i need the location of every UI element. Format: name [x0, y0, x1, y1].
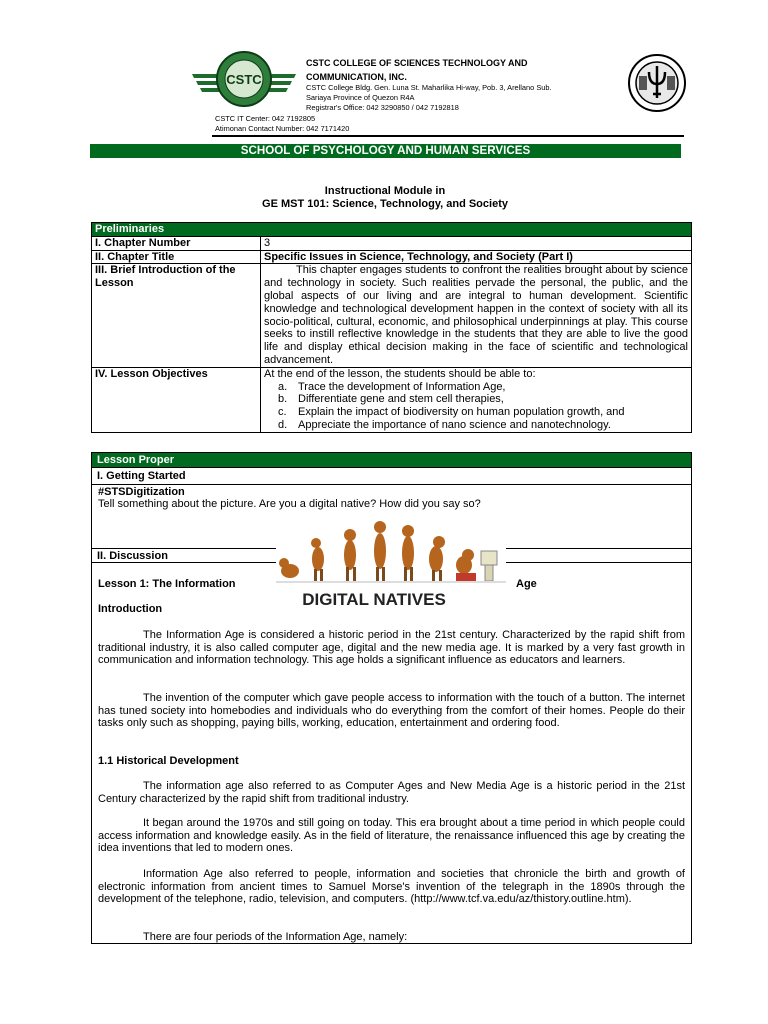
paragraph-5: Information Age also referred to people, information and societies that chronicle the birth and growth of electronic information from ancient times to Samuel Morse's invention of the telegraph in the 1890s through the development of the telephone, radio, television, and computers. (http://www.tcf.va.edu/az/thistory.outline.htm).: [98, 868, 685, 906]
college-name: CSTC COLLEGE OF SCIENCES TECHNOLOGY AND COMMUNICATION, INC.: [306, 58, 528, 82]
objectives-intro: At the end of the lesson, the students should be able to:: [264, 367, 536, 380]
paragraph-6: There are four periods of the Information Age, namely:: [143, 931, 408, 943]
preliminaries-heading: Preliminaries: [92, 223, 692, 237]
paragraph-1: The Information Age is considered a historic period in the 21st century. Characterized by the rapid shift from traditional industry, it is also called computer age, digital and the new media age. It is marked by a very fast growth in communication and information technology. This age holds a significant influence as educators and learners.: [98, 629, 685, 667]
digital-natives-image: [276, 515, 506, 611]
objective-marker: c.: [278, 406, 287, 419]
school-banner: SCHOOL OF PSYCHOLOGY AND HUMAN SERVICES: [90, 144, 681, 158]
objective-text: Trace the development of Information Age,: [298, 380, 506, 393]
paragraph-2: The invention of the computer which gave people access to information with the touch of a button. The internet has tuned society into homebodies and individuals who do everything from the comfort of their homes. People do their tasks only such as shopping, paying bills, working, education, entertainment and ordering food.: [98, 692, 685, 730]
chapter-title-label: II. Chapter Title: [92, 250, 261, 264]
module-title-line1: Instructional Module in: [324, 185, 446, 197]
historical-development-heading: 1.1 Historical Development: [98, 755, 239, 767]
header-divider: [212, 135, 684, 137]
cstc-logo: [190, 50, 298, 108]
hashtag: #STSDigitization: [98, 486, 185, 498]
preliminaries-table: [91, 222, 692, 433]
paragraph-3: The information age also referred to as Computer Ages and New Media Age is a historic period in the 21st Century characterized by the rapid shift from traditional industry.: [98, 780, 685, 805]
objective-item: [278, 380, 688, 394]
college-address: CSTC College Bldg. Gen. Luna St. Maharlika Hi-way, Pob. 3, Arellano Sub.: [306, 83, 552, 92]
objective-text: Differentiate gene and stem cell therapies,: [298, 393, 504, 406]
objectives-label: IV. Lesson Objectives: [92, 367, 261, 432]
chapter-number: 3: [261, 236, 692, 250]
objective-text: Explain the impact of biodiversity on human population growth, and: [298, 406, 625, 419]
objective-marker: d.: [278, 418, 288, 431]
objective-item: [278, 418, 688, 432]
discussion-heading: II. Discussion: [92, 548, 691, 563]
chapter-title: Specific Issues in Science, Technology, and Society (Part I): [261, 250, 692, 264]
introduction-label: III. Brief Introduction of the Lesson: [92, 264, 261, 367]
chapter-number-label: I. Chapter Number: [92, 236, 261, 250]
introduction-heading: Introduction: [98, 603, 163, 615]
lesson1-title-part1: Lesson 1: The Information: [98, 578, 236, 590]
objective-item: [278, 393, 688, 406]
objective-marker: b.: [278, 393, 288, 406]
paragraph-4: It began around the 1970s and still going on today. This era brought about a time period in which people could access information and knowledge easily. As in the field of literature, the renaissance influenced this age by creating the idea inventions that led to modern ones.: [98, 817, 685, 855]
objectives-cell: [261, 367, 692, 432]
module-title: [90, 185, 680, 211]
svg-text:CSTC: CSTC: [226, 72, 262, 87]
it-center-contact: CSTC IT Center: 042 7192805: [215, 114, 316, 123]
objective-item: [278, 406, 688, 419]
atimonan-contact: Atimonan Contact Number: 042 7171420: [215, 124, 350, 133]
introduction-text: This chapter engages students to confront the realities brought about by science and technology in society. Such realities pervade the personal, the public, and the global aspects of our living and are integral to human development. Scientific knowledge and technological development happen in the context of society with all its socio-political, cultural, economic, and philosophical underpinnings at play. This course seeks to instill reflective knowledge in the students that they are able to live the good life and display ethical decision making in the face of scientific and technological advancement.: [261, 264, 692, 367]
getting-started-heading: I. Getting Started: [92, 468, 691, 485]
module-title-line2: GE MST 101: Science, Technology, and Society: [262, 198, 508, 210]
objective-text: Appreciate the importance of nano science and nanotechnology.: [298, 418, 611, 431]
psychology-seal: [625, 54, 689, 112]
lesson1-title-part2: Age: [516, 578, 537, 590]
lesson-proper-heading: Lesson Proper: [92, 453, 691, 468]
objective-marker: a.: [278, 380, 288, 393]
college-province: Sariaya Province of Quezon R4A: [306, 93, 415, 102]
objectives-list: [264, 381, 688, 432]
picture-prompt: Tell something about the picture. Are you a digital native? How did you say so?: [98, 498, 481, 510]
svg-text:DIGITAL NATIVES: DIGITAL NATIVES: [302, 590, 446, 609]
registrar-contact: Registrar's Office: 042 3290850 / 042 7192818: [306, 103, 459, 112]
